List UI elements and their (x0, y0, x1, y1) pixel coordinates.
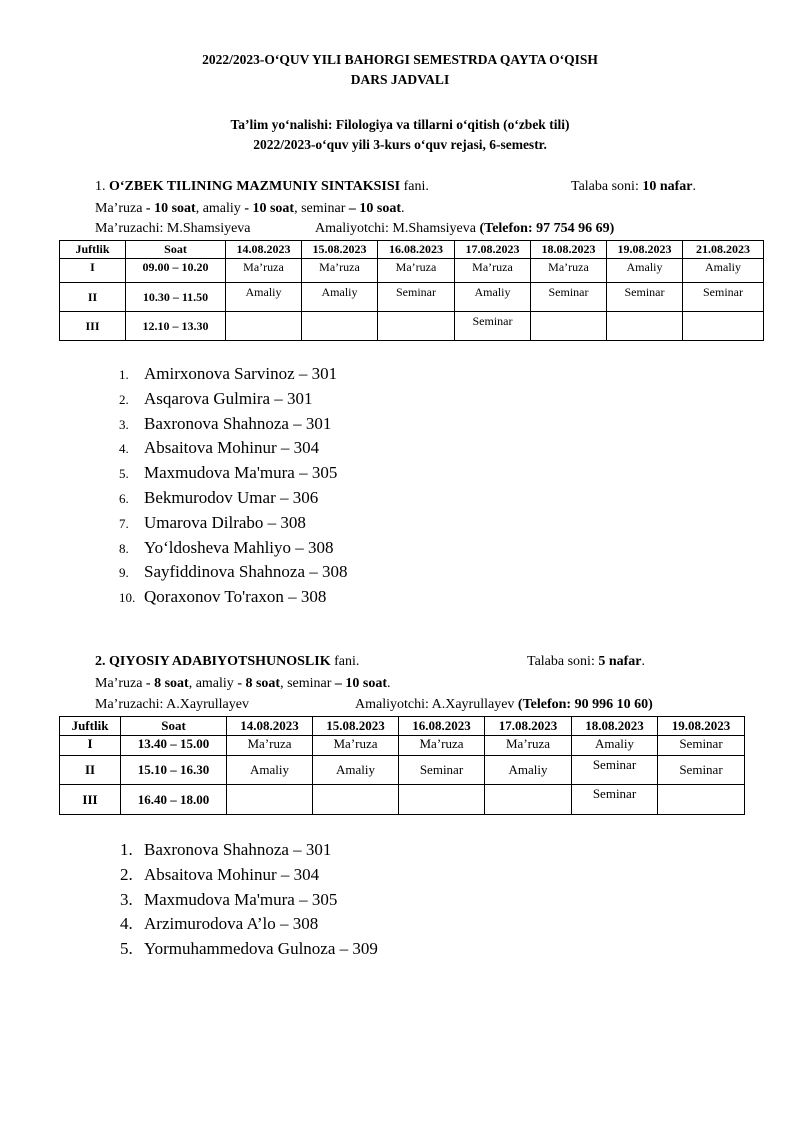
class-cell: Seminar (658, 736, 745, 756)
table-row (60, 756, 745, 785)
table-row (60, 736, 745, 756)
class-cell: Seminar (378, 283, 455, 312)
time-cell: 09.00 – 10.20 (126, 259, 226, 283)
list-item-number: 5. (120, 939, 133, 959)
subject2-hours: Ma’ruza - 8 soat, amaliy - 8 soat, seminar – 10 soat. (95, 676, 391, 691)
class-cell: Amaliy (227, 756, 313, 785)
class-cell (683, 312, 764, 341)
list-item-name: Maxmudova Ma'mura – 305 (144, 463, 338, 483)
time-cell: 15.10 – 16.30 (121, 756, 227, 785)
list-item-number: 4. (119, 441, 129, 457)
time-cell: 12.10 – 13.30 (126, 312, 226, 341)
subject2-lecture-label: Ma’ruza (95, 676, 143, 691)
list-item-number: 2. (119, 391, 129, 407)
subject2-lecture-hours: - 8 soat (145, 676, 189, 691)
pair-cell: III (60, 312, 126, 341)
class-cell: Seminar (531, 283, 607, 312)
class-cell: Amaliy (226, 283, 302, 312)
subject2-practice-label: , amaliy (188, 676, 234, 691)
class-cell: Amaliy (572, 736, 658, 756)
header-cell: 18.08.2023 (531, 241, 607, 259)
class-cell: Amaliy (302, 283, 378, 312)
subject1-phone: (Telefon: 97 754 96 69) (479, 221, 615, 236)
list-item-name: Qoraxonov To'raxon – 308 (144, 587, 327, 607)
list-item-name: Absaitova Mohinur – 304 (144, 864, 320, 884)
class-cell (485, 785, 572, 815)
header-cell: 14.08.2023 (226, 241, 302, 259)
class-cell (226, 312, 302, 341)
header-cell: Juftlik (60, 241, 126, 259)
header-cell: 17.08.2023 (485, 717, 572, 736)
class-cell: Ma’ruza (302, 259, 378, 283)
pair-cell: I (60, 736, 121, 756)
list-item-number: 8. (119, 540, 129, 556)
subject2-seminar-hours: – 10 soat (334, 676, 388, 691)
header-cell: 19.08.2023 (658, 717, 745, 736)
list-item-name: Arzimurodova A’lo – 308 (144, 914, 319, 934)
header-cell: 17.08.2023 (455, 241, 531, 259)
subject1-heading: 1. O‘ZBEK TILINING MAZMUNIY SINTAKSISI fani. (95, 179, 429, 194)
list-item-number: 7. (119, 515, 129, 531)
list-item-name: Umarova Dilrabo – 308 (144, 512, 306, 532)
class-cell: Seminar (683, 283, 764, 312)
subject1-lecture-hours: - 10 soat (145, 201, 196, 216)
class-cell (607, 312, 683, 341)
subject2-student-count: Talaba soni: 5 nafar. (527, 654, 646, 669)
class-cell (227, 785, 313, 815)
subject1-seminar-label: , seminar (294, 201, 346, 216)
table-row (60, 259, 764, 283)
subject2-heading (95, 653, 359, 671)
subject1-student-count: Talaba soni: 10 nafar. (571, 179, 697, 194)
document-title-line1: 2022/2023-O‘QUV YILI BAHORGI SEMESTRDA QAYTA O‘QISH (202, 52, 598, 67)
class-cell: Amaliy (683, 259, 764, 283)
subject2-practice-hours: - 8 soat (237, 676, 281, 691)
subject2-fani: fani. (334, 654, 360, 669)
table-row (60, 785, 745, 815)
table-header-row (60, 241, 764, 259)
pair-cell: I (60, 259, 126, 283)
subject1-seminar-hours: – 10 soat (348, 201, 402, 216)
class-cell: Seminar (572, 756, 658, 785)
class-cell: Amaliy (607, 259, 683, 283)
class-cell: Ma’ruza (455, 259, 531, 283)
list-item-name: Bekmurodov Umar – 306 (144, 487, 319, 507)
table-row (60, 283, 764, 312)
list-item-number: 10. (119, 590, 136, 606)
pair-cell: III (60, 785, 121, 815)
header-cell: 21.08.2023 (683, 241, 764, 259)
class-cell (399, 785, 485, 815)
list-item-number: 1. (120, 840, 133, 859)
header-cell: Soat (126, 241, 226, 259)
subject1-practitioner-line (315, 220, 614, 238)
subject2-students-value: 5 nafar (598, 654, 642, 669)
list-item-name: Baxronova Shahnoza – 301 (144, 413, 332, 433)
header-cell: 18.08.2023 (572, 717, 658, 736)
list-item-number: 3. (120, 889, 133, 909)
class-cell: Amaliy (313, 756, 399, 785)
class-cell: Ma’ruza (313, 736, 399, 756)
header-cell: 16.08.2023 (378, 241, 455, 259)
list-item-name: Baxronova Shahnoza – 301 (144, 840, 332, 859)
header-cell: 14.08.2023 (227, 717, 313, 736)
subject2-seminar-label: , seminar (280, 676, 332, 691)
list-item-number: 9. (119, 565, 129, 581)
class-cell (313, 785, 399, 815)
list-item-name: Yormuhammedova Gulnoza – 309 (144, 939, 378, 959)
list-item-number: 3. (119, 416, 129, 432)
header-cell: Juftlik (60, 717, 121, 736)
table-row (60, 312, 764, 341)
list-item-name: Sayfiddinova Shahnoza – 308 (144, 562, 348, 582)
class-cell: Ma’ruza (226, 259, 302, 283)
header-cell: 19.08.2023 (607, 241, 683, 259)
subject2-practitioner: Amaliyotchi: A.Xayrullayev (355, 697, 515, 712)
class-cell: Seminar (572, 785, 658, 815)
pair-cell: II (60, 756, 121, 785)
subject2-lecturer: Ma’ruzachi: A.Xayrullayev (95, 697, 249, 712)
class-cell (531, 312, 607, 341)
header-cell: 15.08.2023 (302, 241, 378, 259)
direction-line: Ta’lim yo‘nalishi: Filologiya va tillarni o‘qitish (o‘zbek tili) (230, 117, 570, 132)
class-cell: Seminar (399, 756, 485, 785)
subject1-hours: Ma’ruza - 10 soat, amaliy - 10 soat, seminar – 10 soat. (95, 201, 405, 216)
list-item-name: Absaitova Mohinur – 304 (144, 438, 320, 458)
class-cell: Ma’ruza (531, 259, 607, 283)
subject1-lecturer: Ma’ruzachi: M.Shamsiyeva (95, 221, 251, 236)
class-cell: Ma’ruza (485, 736, 572, 756)
list-item-name: Yo‘ldosheva Mahliyo – 308 (144, 537, 334, 557)
time-cell: 10.30 – 11.50 (126, 283, 226, 312)
list-item-number: 1. (119, 367, 129, 382)
class-cell: Amaliy (455, 283, 531, 312)
list-item-number: 2. (120, 864, 133, 884)
subject1-number: 1 (95, 179, 102, 194)
subject1-name: O‘ZBEK TILINING MAZMUNIY SINTAKSISI (109, 179, 401, 194)
list-item-number: 5. (119, 466, 129, 482)
subject2-schedule-table (59, 716, 745, 815)
curriculum-line: 2022/2023-o‘quv yili 3-kurs o‘quv rejasi, 6-semestr. (253, 137, 547, 152)
class-cell: Amaliy (485, 756, 572, 785)
list-item-name: Maxmudova Ma'mura – 305 (144, 889, 338, 909)
subject2-practitioner-line (355, 696, 653, 714)
subject1-lecture-label: Ma’ruza (95, 201, 143, 216)
class-cell (302, 312, 378, 341)
subject2-students-label: Talaba soni: (527, 654, 595, 669)
subject1-fani: fani. (403, 179, 429, 194)
list-item-name: Amirxonova Sarvinoz – 301 (144, 364, 338, 383)
class-cell: Ma’ruza (399, 736, 485, 756)
list-item-number: 6. (119, 490, 129, 506)
document-title-line2: DARS JADVALI (350, 72, 450, 87)
class-cell: Ma’ruza (378, 259, 455, 283)
pair-cell: II (60, 283, 126, 312)
class-cell: Seminar (607, 283, 683, 312)
time-cell: 16.40 – 18.00 (121, 785, 227, 815)
header-cell: Soat (121, 717, 227, 736)
subject2-name: QIYOSIY ADABIYOTSHUNOSLIK (109, 654, 331, 669)
header-cell: 15.08.2023 (313, 717, 399, 736)
subject2-phone: (Telefon: 90 996 10 60) (517, 697, 653, 712)
table-header-row (60, 717, 745, 736)
time-cell: 13.40 – 15.00 (121, 736, 227, 756)
class-cell: Seminar (658, 756, 745, 785)
subject2-number: 2. (95, 654, 106, 669)
subject1-practitioner: Amaliyotchi: M.Shamsiyeva (315, 221, 476, 236)
list-item-name: Asqarova Gulmira – 301 (144, 388, 313, 408)
class-cell: Seminar (455, 312, 531, 341)
list-item-number: 4. (120, 914, 133, 934)
class-cell (378, 312, 455, 341)
subject1-practice-label: , amaliy (195, 201, 241, 216)
subject1-schedule-table (59, 240, 764, 341)
subject1-students-value: 10 nafar (642, 179, 693, 194)
header-cell: 16.08.2023 (399, 717, 485, 736)
class-cell: Ma’ruza (227, 736, 313, 756)
subject1-practice-hours: - 10 soat (244, 201, 295, 216)
subject1-students-label: Talaba soni: (571, 179, 639, 194)
class-cell (658, 785, 745, 815)
